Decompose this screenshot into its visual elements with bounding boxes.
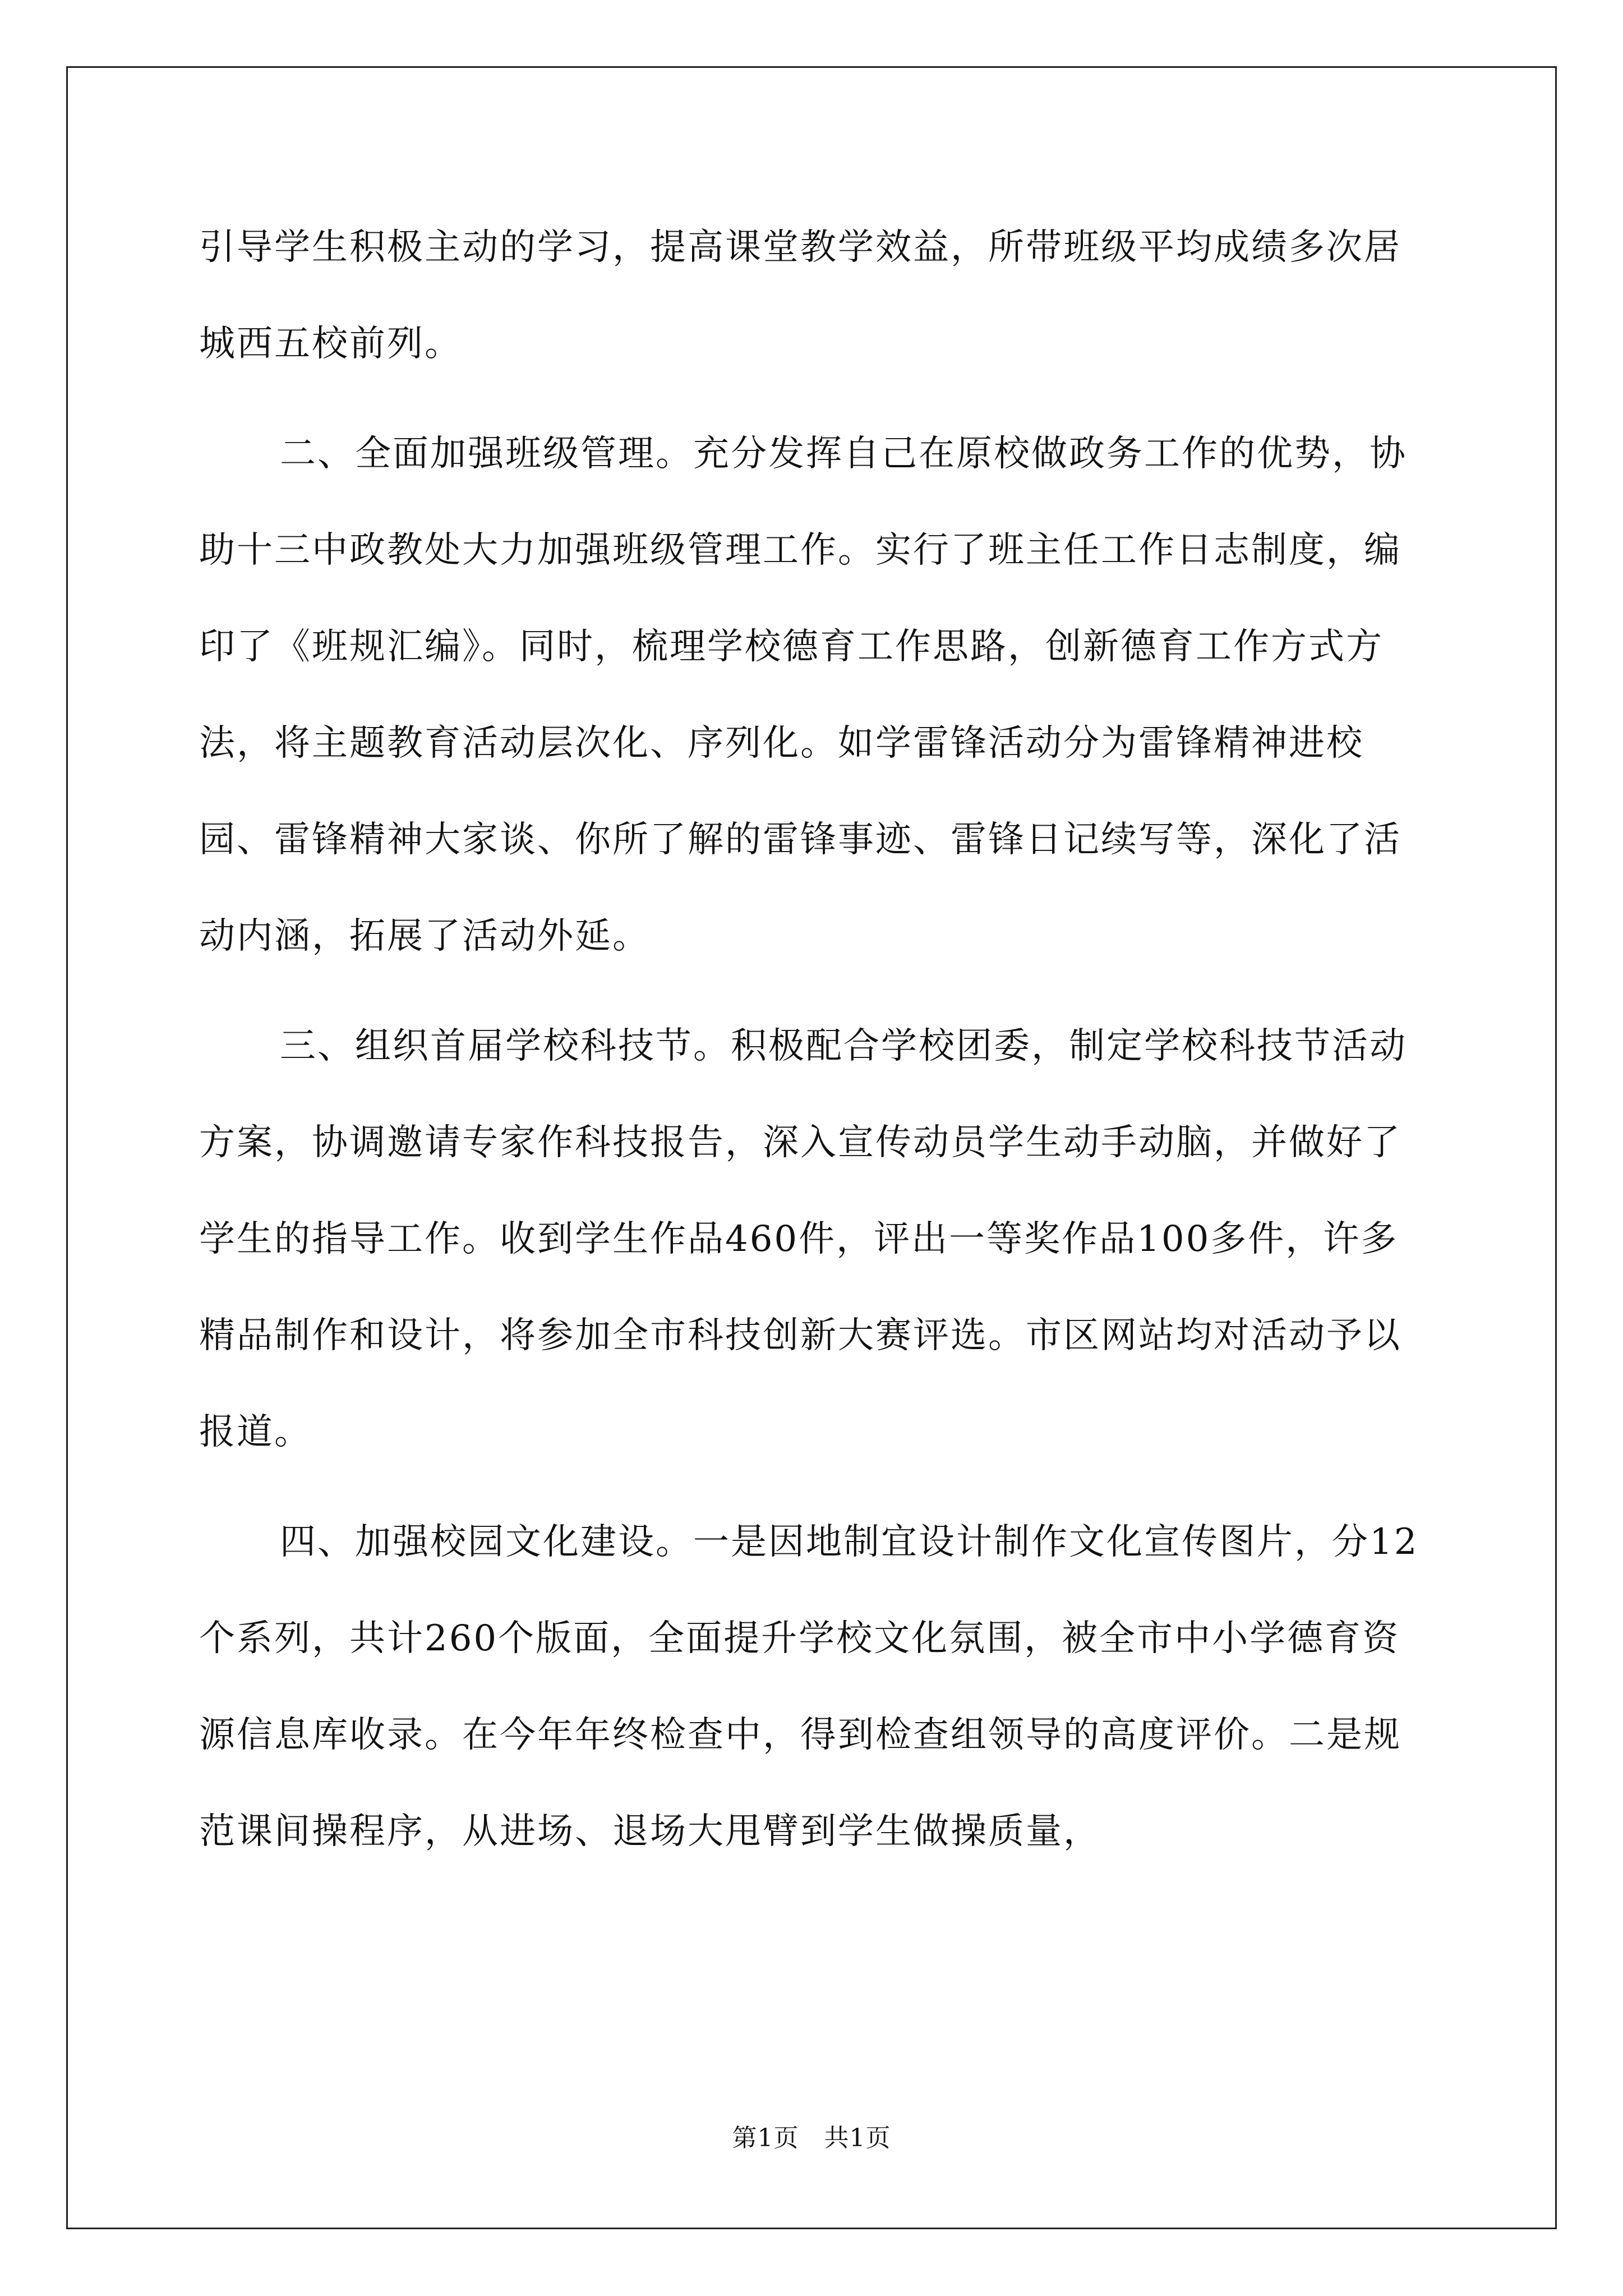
- document-body: [199, 199, 1433, 1893]
- paragraph-class-management: 二、全面加强班级管理。充分发挥自己在原校做政务工作的优势，协助十三中政教处大力加强班级管理工作。实行了班主任工作日志制度，编印了《班规汇编》。同时，梳理学校德育工作思路，创新德育工作方式方法，将主题教育活动层次化、序列化。如学雷锋活动分为雷锋精神进校园、雷锋精神大家谈、你所了解的雷锋事迹、雷锋日记续写等，深化了活动内涵，拓展了活动外延。: [199, 433, 1407, 957]
- paragraph-continuation: 引导学生积极主动的学习，提高课堂教学效益，所带班级平均成绩多次居城西五校前列。: [199, 227, 1401, 365]
- page-footer: 第1页 共1页: [732, 2124, 891, 2152]
- paragraph-science-festival: 三、组织首届学校科技节。积极配合学校团委，制定学校科技节活动方案，协调邀请专家作科技报告，深入宣传动员学生动手动脑，并做好了学生的指导工作。收到学生作品460件，评出一等奖作品100多件，许多精品制作和设计，将参加全市科技创新大赛评选。市区网站均对活动予以报道。: [199, 1025, 1407, 1453]
- paragraph-campus-culture: 四、加强校园文化建设。一是因地制宜设计制作文化宣传图片，分12个系列，共计260个版面，全面提升学校文化氛围，被全市中小学德育资源信息库收录。在今年年终检查中，得到检查组领导的高度评价。二是规范课间操程序，从进场、退场大甩臂到学生做操质量，: [199, 1521, 1419, 1852]
